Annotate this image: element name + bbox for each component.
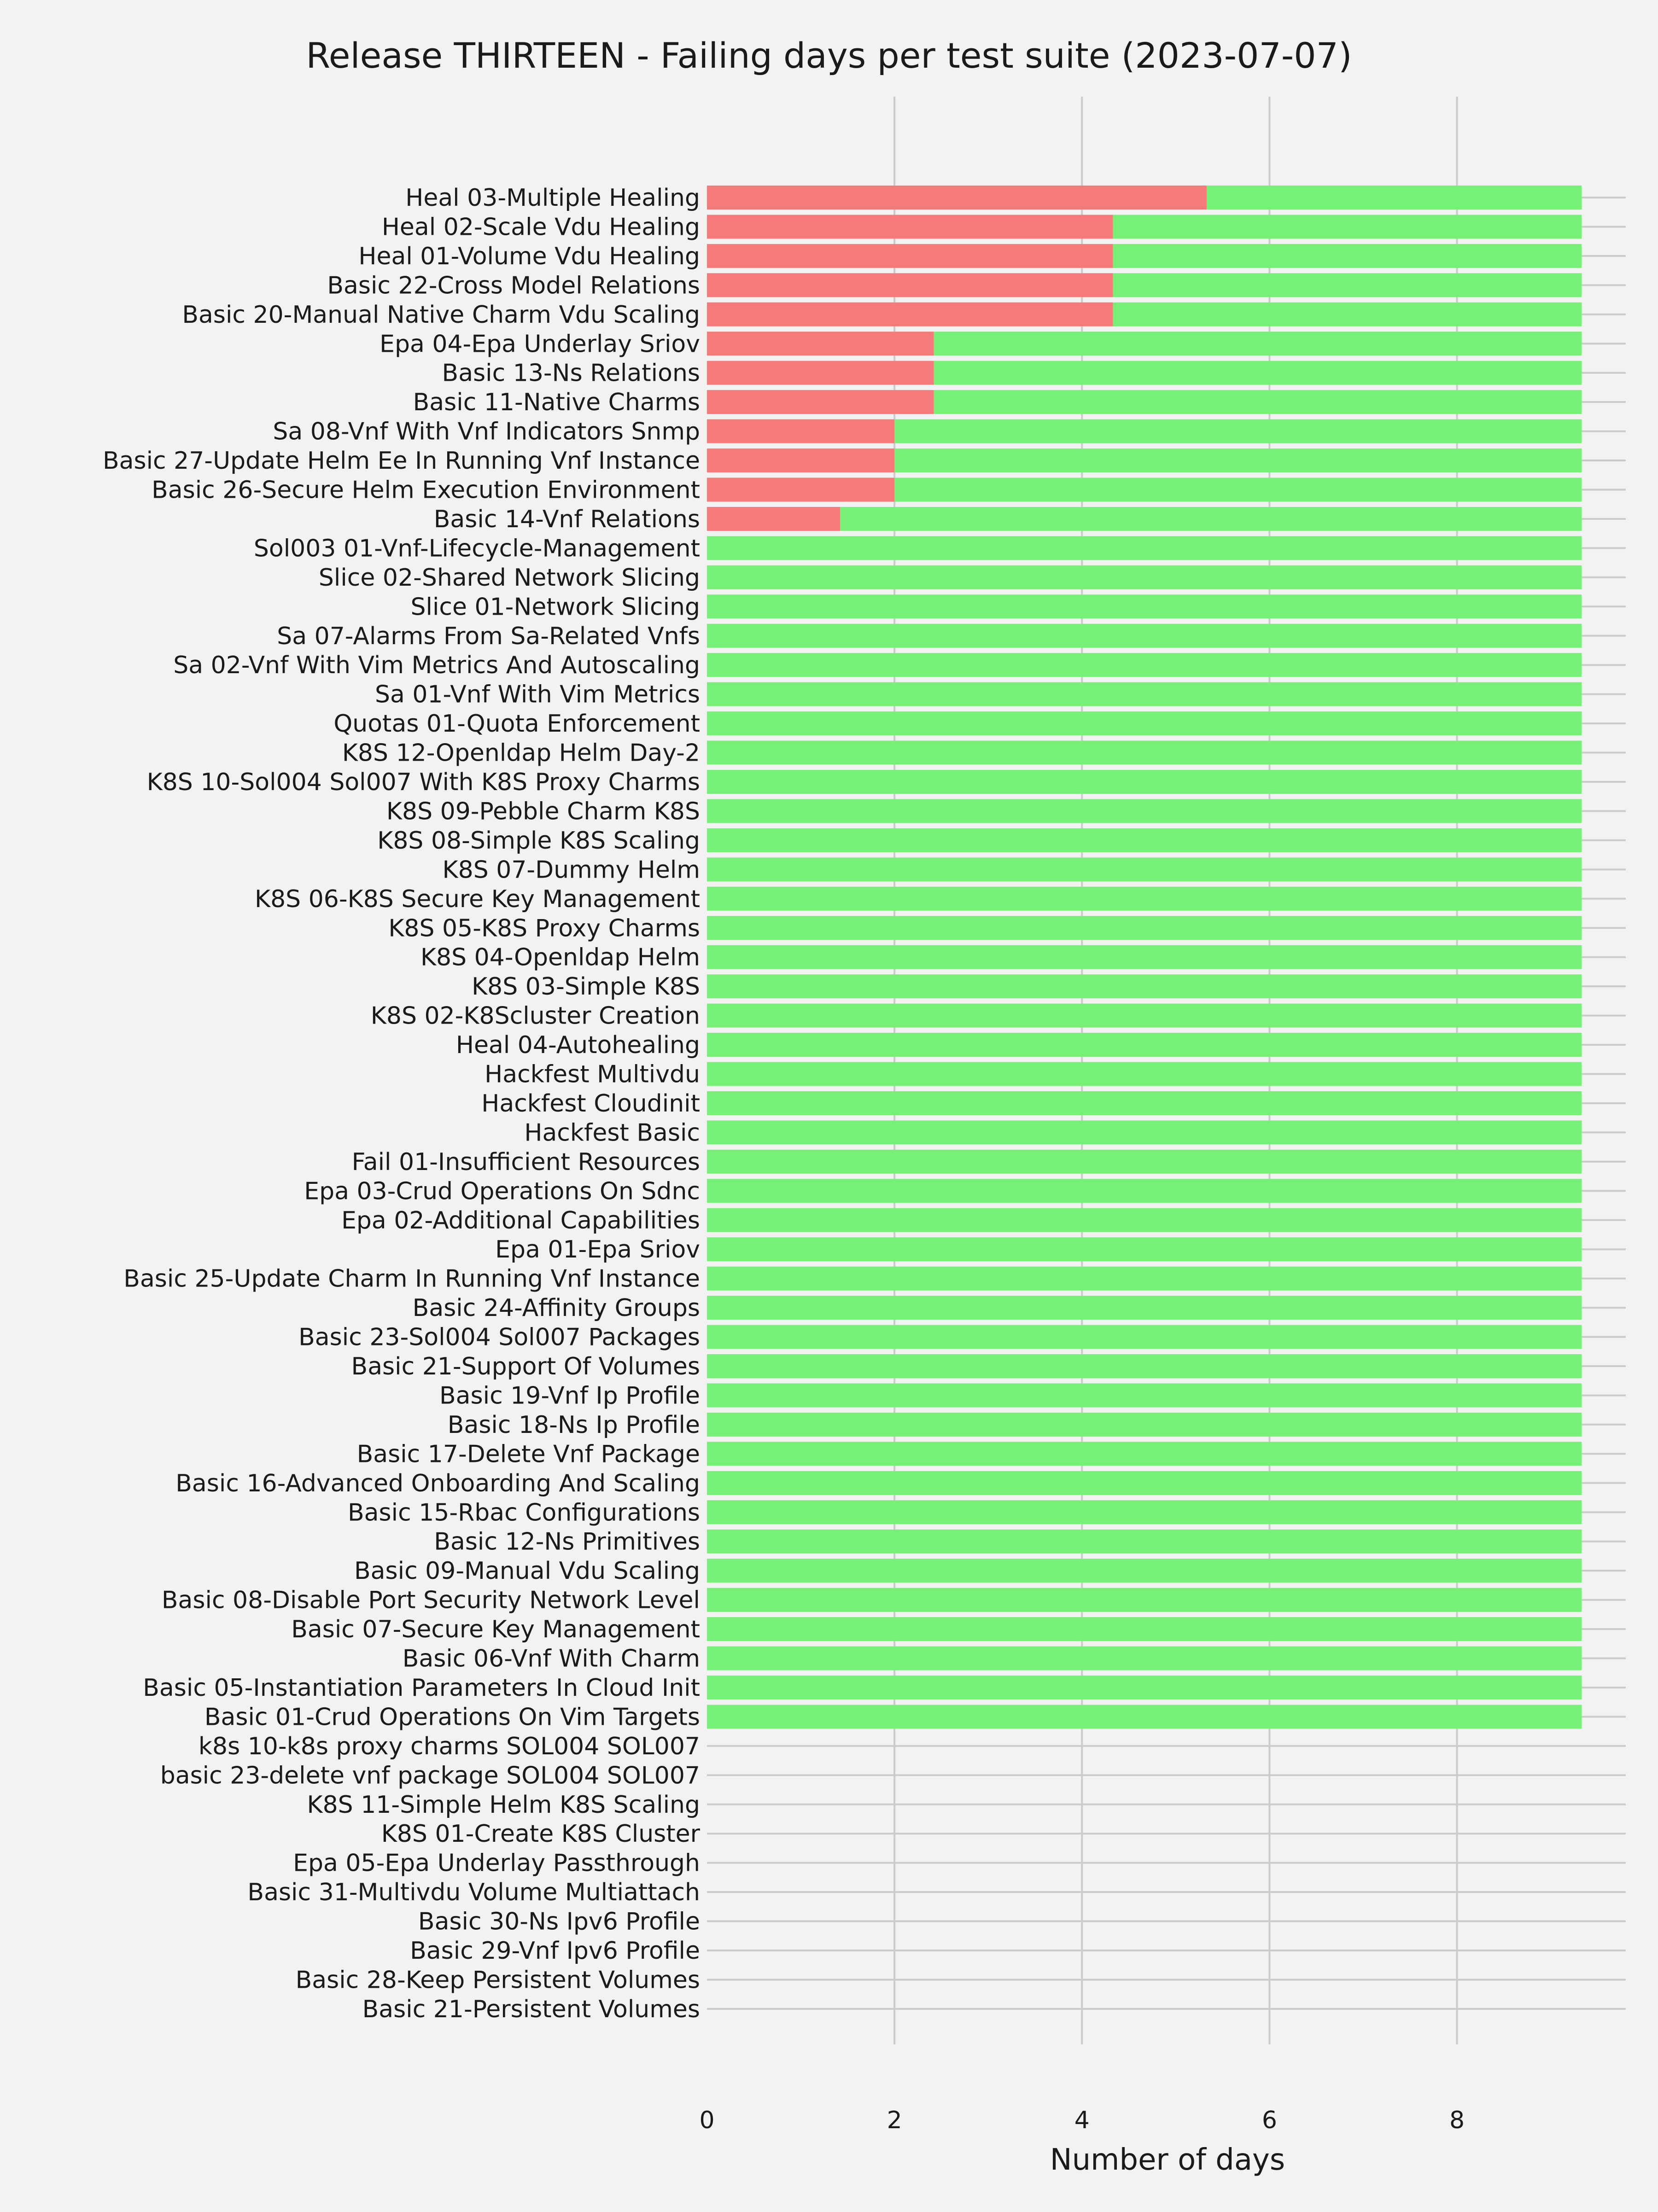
- y-tick-label: Epa 03-Crud Operations On Sdnc: [304, 1177, 700, 1205]
- bar-passing: [707, 945, 1582, 969]
- y-tick-label: Heal 01-Volume Vdu Healing: [358, 242, 700, 270]
- bar-passing: [707, 974, 1582, 998]
- y-tick-label: Epa 04-Epa Underlay Sriov: [379, 330, 700, 358]
- bar-failing: [707, 332, 934, 355]
- y-tick-label: Basic 18-Ns Ip Profile: [447, 1411, 700, 1439]
- bar-passing: [707, 887, 1582, 911]
- y-tick-label: Slice 01-Network Slicing: [410, 593, 700, 621]
- y-tick-label: Basic 27-Update Helm Ee In Running Vnf Instance: [102, 447, 700, 475]
- y-tick-label: Epa 05-Epa Underlay Passthrough: [293, 1849, 700, 1877]
- bar-passing: [707, 1150, 1582, 1174]
- bar-passing: [840, 507, 1582, 531]
- y-tick-label: Basic 09-Manual Vdu Scaling: [354, 1557, 700, 1585]
- bar-passing: [707, 857, 1582, 881]
- bar-passing: [707, 1033, 1582, 1057]
- y-tick-label: Basic 13-Ns Relations: [442, 359, 700, 387]
- x-tick-label: 2: [887, 2107, 902, 2134]
- bar-passing: [1207, 186, 1582, 210]
- y-tick-label: basic 23-delete vnf package SOL004 SOL007: [160, 1762, 700, 1790]
- y-tick-label: Basic 20-Manual Native Charm Vdu Scaling: [182, 301, 700, 329]
- bar-passing: [707, 682, 1582, 706]
- bar-failing: [707, 244, 1113, 268]
- y-tick-label: Hackfest Multivdu: [485, 1060, 700, 1089]
- y-tick-label: K8S 06-K8S Secure Key Management: [254, 885, 700, 913]
- bar-passing: [707, 1383, 1582, 1407]
- bar-failing: [707, 419, 894, 443]
- bar-passing: [707, 1120, 1582, 1144]
- x-tick-label: 6: [1261, 2107, 1277, 2134]
- y-tick-label: Basic 26-Secure Helm Execution Environment: [152, 476, 700, 504]
- bar-passing: [707, 1237, 1582, 1261]
- bar-passing: [707, 594, 1582, 618]
- y-tick-label: Basic 11-Native Charms: [413, 389, 700, 417]
- y-tick-label: K8S 02-K8Scluster Creation: [370, 1002, 700, 1030]
- y-tick-label: Basic 01-Crud Operations On Vim Targets: [204, 1703, 700, 1731]
- y-tick-label: Sa 07-Alarms From Sa-Related Vnfs: [277, 622, 700, 650]
- y-tick-label: Heal 02-Scale Vdu Healing: [381, 213, 700, 241]
- bar-passing: [707, 799, 1582, 823]
- y-tick-label: Basic 24-Affinity Groups: [412, 1294, 700, 1322]
- bar-passing: [707, 1179, 1582, 1203]
- x-tick-label: 8: [1449, 2107, 1465, 2134]
- y-tick-label: K8S 01-Create K8S Cluster: [381, 1820, 700, 1848]
- bar-failing: [707, 478, 894, 502]
- bar-passing: [707, 1325, 1582, 1349]
- bar-passing: [707, 770, 1582, 794]
- y-tick-label: K8S 12-Openldap Helm Day-2: [342, 739, 700, 767]
- bar-passing: [707, 1588, 1582, 1612]
- y-tick-label: Basic 19-Vnf Ip Profile: [439, 1382, 700, 1410]
- y-tick-label: Basic 08-Disable Port Security Network Level: [161, 1586, 700, 1614]
- bar-passing: [707, 1500, 1582, 1524]
- bar-passing: [934, 361, 1582, 385]
- bar-passing: [707, 1676, 1582, 1700]
- bar-failing: [707, 303, 1113, 326]
- y-tick-label: K8S 07-Dummy Helm: [442, 856, 700, 884]
- bar-passing: [1113, 273, 1582, 297]
- y-tick-label: K8S 08-Simple K8S Scaling: [377, 827, 700, 855]
- bar-passing: [707, 1296, 1582, 1320]
- y-tick-label: K8S 04-Openldap Helm: [420, 943, 700, 972]
- bar-failing: [707, 273, 1113, 297]
- bar-passing: [934, 332, 1582, 355]
- y-tick-label: Slice 02-Shared Network Slicing: [318, 564, 700, 592]
- bar-passing: [894, 478, 1582, 502]
- bar-passing: [707, 741, 1582, 765]
- bar-passing: [707, 1530, 1582, 1554]
- chart-title: Release THIRTEEN - Failing days per test suite (2023-07-07): [306, 35, 1352, 76]
- y-tick-label: K8S 05-K8S Proxy Charms: [388, 914, 700, 943]
- bar-passing: [934, 390, 1582, 414]
- y-tick-label: Sol003 01-Vnf-Lifecycle-Management: [253, 535, 700, 563]
- y-tick-label: Basic 17-Delete Vnf Package: [356, 1440, 700, 1468]
- y-tick-label: Basic 31-Multivdu Volume Multiattach: [247, 1879, 700, 1907]
- bar-passing: [707, 536, 1582, 560]
- y-tick-label: Epa 02-Additional Capabilities: [341, 1206, 700, 1234]
- y-tick-label: Quotas 01-Quota Enforcement: [333, 710, 700, 738]
- y-tick-label: Heal 03-Multiple Healing: [405, 184, 700, 212]
- y-tick-label: K8S 11-Simple Helm K8S Scaling: [307, 1791, 700, 1819]
- bar-passing: [707, 1091, 1582, 1115]
- y-tick-label: Basic 06-Vnf With Charm: [402, 1645, 700, 1673]
- bar-passing: [707, 1413, 1582, 1437]
- bar-passing: [707, 1617, 1582, 1641]
- bar-passing: [707, 1705, 1582, 1729]
- bar-failing: [707, 361, 934, 385]
- y-tick-label: K8S 03-Simple K8S: [472, 973, 700, 1001]
- y-tick-label: Heal 04-Autohealing: [455, 1031, 700, 1059]
- bar-passing: [707, 916, 1582, 940]
- bar-passing: [707, 1559, 1582, 1583]
- y-tick-label: Basic 21-Persistent Volumes: [362, 1995, 700, 2023]
- bar-failing: [707, 448, 894, 472]
- bar-passing: [707, 1354, 1582, 1378]
- bar-passing: [1113, 244, 1582, 268]
- y-tick-label: k8s 10-k8s proxy charms SOL004 SOL007: [198, 1732, 700, 1760]
- y-tick-label: Basic 12-Ns Primitives: [434, 1528, 700, 1556]
- x-axis-label: Number of days: [1050, 2143, 1285, 2177]
- y-tick-label: Basic 15-Rbac Configurations: [348, 1499, 700, 1527]
- bar-passing: [1113, 303, 1582, 326]
- y-tick-label: K8S 09-Pebble Charm K8S: [386, 797, 700, 826]
- y-tick-label: Basic 16-Advanced Onboarding And Scaling: [175, 1469, 700, 1497]
- y-tick-label: Basic 21-Support Of Volumes: [351, 1353, 700, 1380]
- bar-passing: [707, 1004, 1582, 1028]
- x-tick-label: 4: [1074, 2107, 1090, 2134]
- bar-failing: [707, 507, 840, 531]
- y-tick-label: Basic 23-Sol004 Sol007 Packages: [298, 1323, 700, 1351]
- y-tick-label: Sa 01-Vnf With Vim Metrics: [374, 681, 700, 709]
- y-tick-label: Hackfest Cloudinit: [481, 1089, 700, 1118]
- y-tick-label: Basic 29-Vnf Ipv6 Profile: [410, 1937, 700, 1965]
- y-tick-label: Basic 30-Ns Ipv6 Profile: [418, 1908, 700, 1936]
- bar-passing: [707, 1208, 1582, 1232]
- bar-passing: [707, 1062, 1582, 1086]
- bar-passing: [707, 653, 1582, 677]
- bar-passing: [707, 565, 1582, 589]
- y-tick-label: Fail 01-Insufficient Resources: [351, 1148, 700, 1176]
- y-tick-label: Basic 25-Update Charm In Running Vnf Instance: [123, 1265, 700, 1293]
- y-tick-label: Basic 07-Secure Key Management: [291, 1616, 700, 1644]
- bar-passing: [894, 419, 1582, 443]
- x-tick-label: 0: [699, 2107, 715, 2134]
- bar-passing: [1113, 215, 1582, 239]
- y-tick-label: Hackfest Basic: [524, 1119, 700, 1147]
- y-tick-label: Basic 28-Keep Persistent Volumes: [295, 1966, 700, 1994]
- bar-passing: [894, 448, 1582, 472]
- bar-passing: [707, 711, 1582, 735]
- y-tick-label: Epa 01-Epa Sriov: [495, 1236, 700, 1264]
- bar-passing: [707, 1267, 1582, 1291]
- y-tick-label: Sa 08-Vnf With Vnf Indicators Snmp: [273, 418, 700, 446]
- bar-passing: [707, 1471, 1582, 1495]
- y-tick-label: Basic 05-Instantiation Parameters In Cloud Init: [143, 1674, 700, 1702]
- bar-failing: [707, 390, 934, 414]
- bar-passing: [707, 1442, 1582, 1466]
- bar-failing: [707, 186, 1207, 210]
- bar-passing: [707, 828, 1582, 852]
- bar-passing: [707, 1647, 1582, 1671]
- y-tick-label: Basic 14-Vnf Relations: [433, 505, 700, 533]
- y-tick-label: Sa 02-Vnf With Vim Metrics And Autoscaling: [173, 652, 700, 680]
- bar-failing: [707, 215, 1113, 239]
- y-tick-label: Basic 22-Cross Model Relations: [327, 272, 700, 300]
- bar-passing: [707, 624, 1582, 648]
- y-tick-label: K8S 10-Sol004 Sol007 With K8S Proxy Charms: [146, 768, 700, 796]
